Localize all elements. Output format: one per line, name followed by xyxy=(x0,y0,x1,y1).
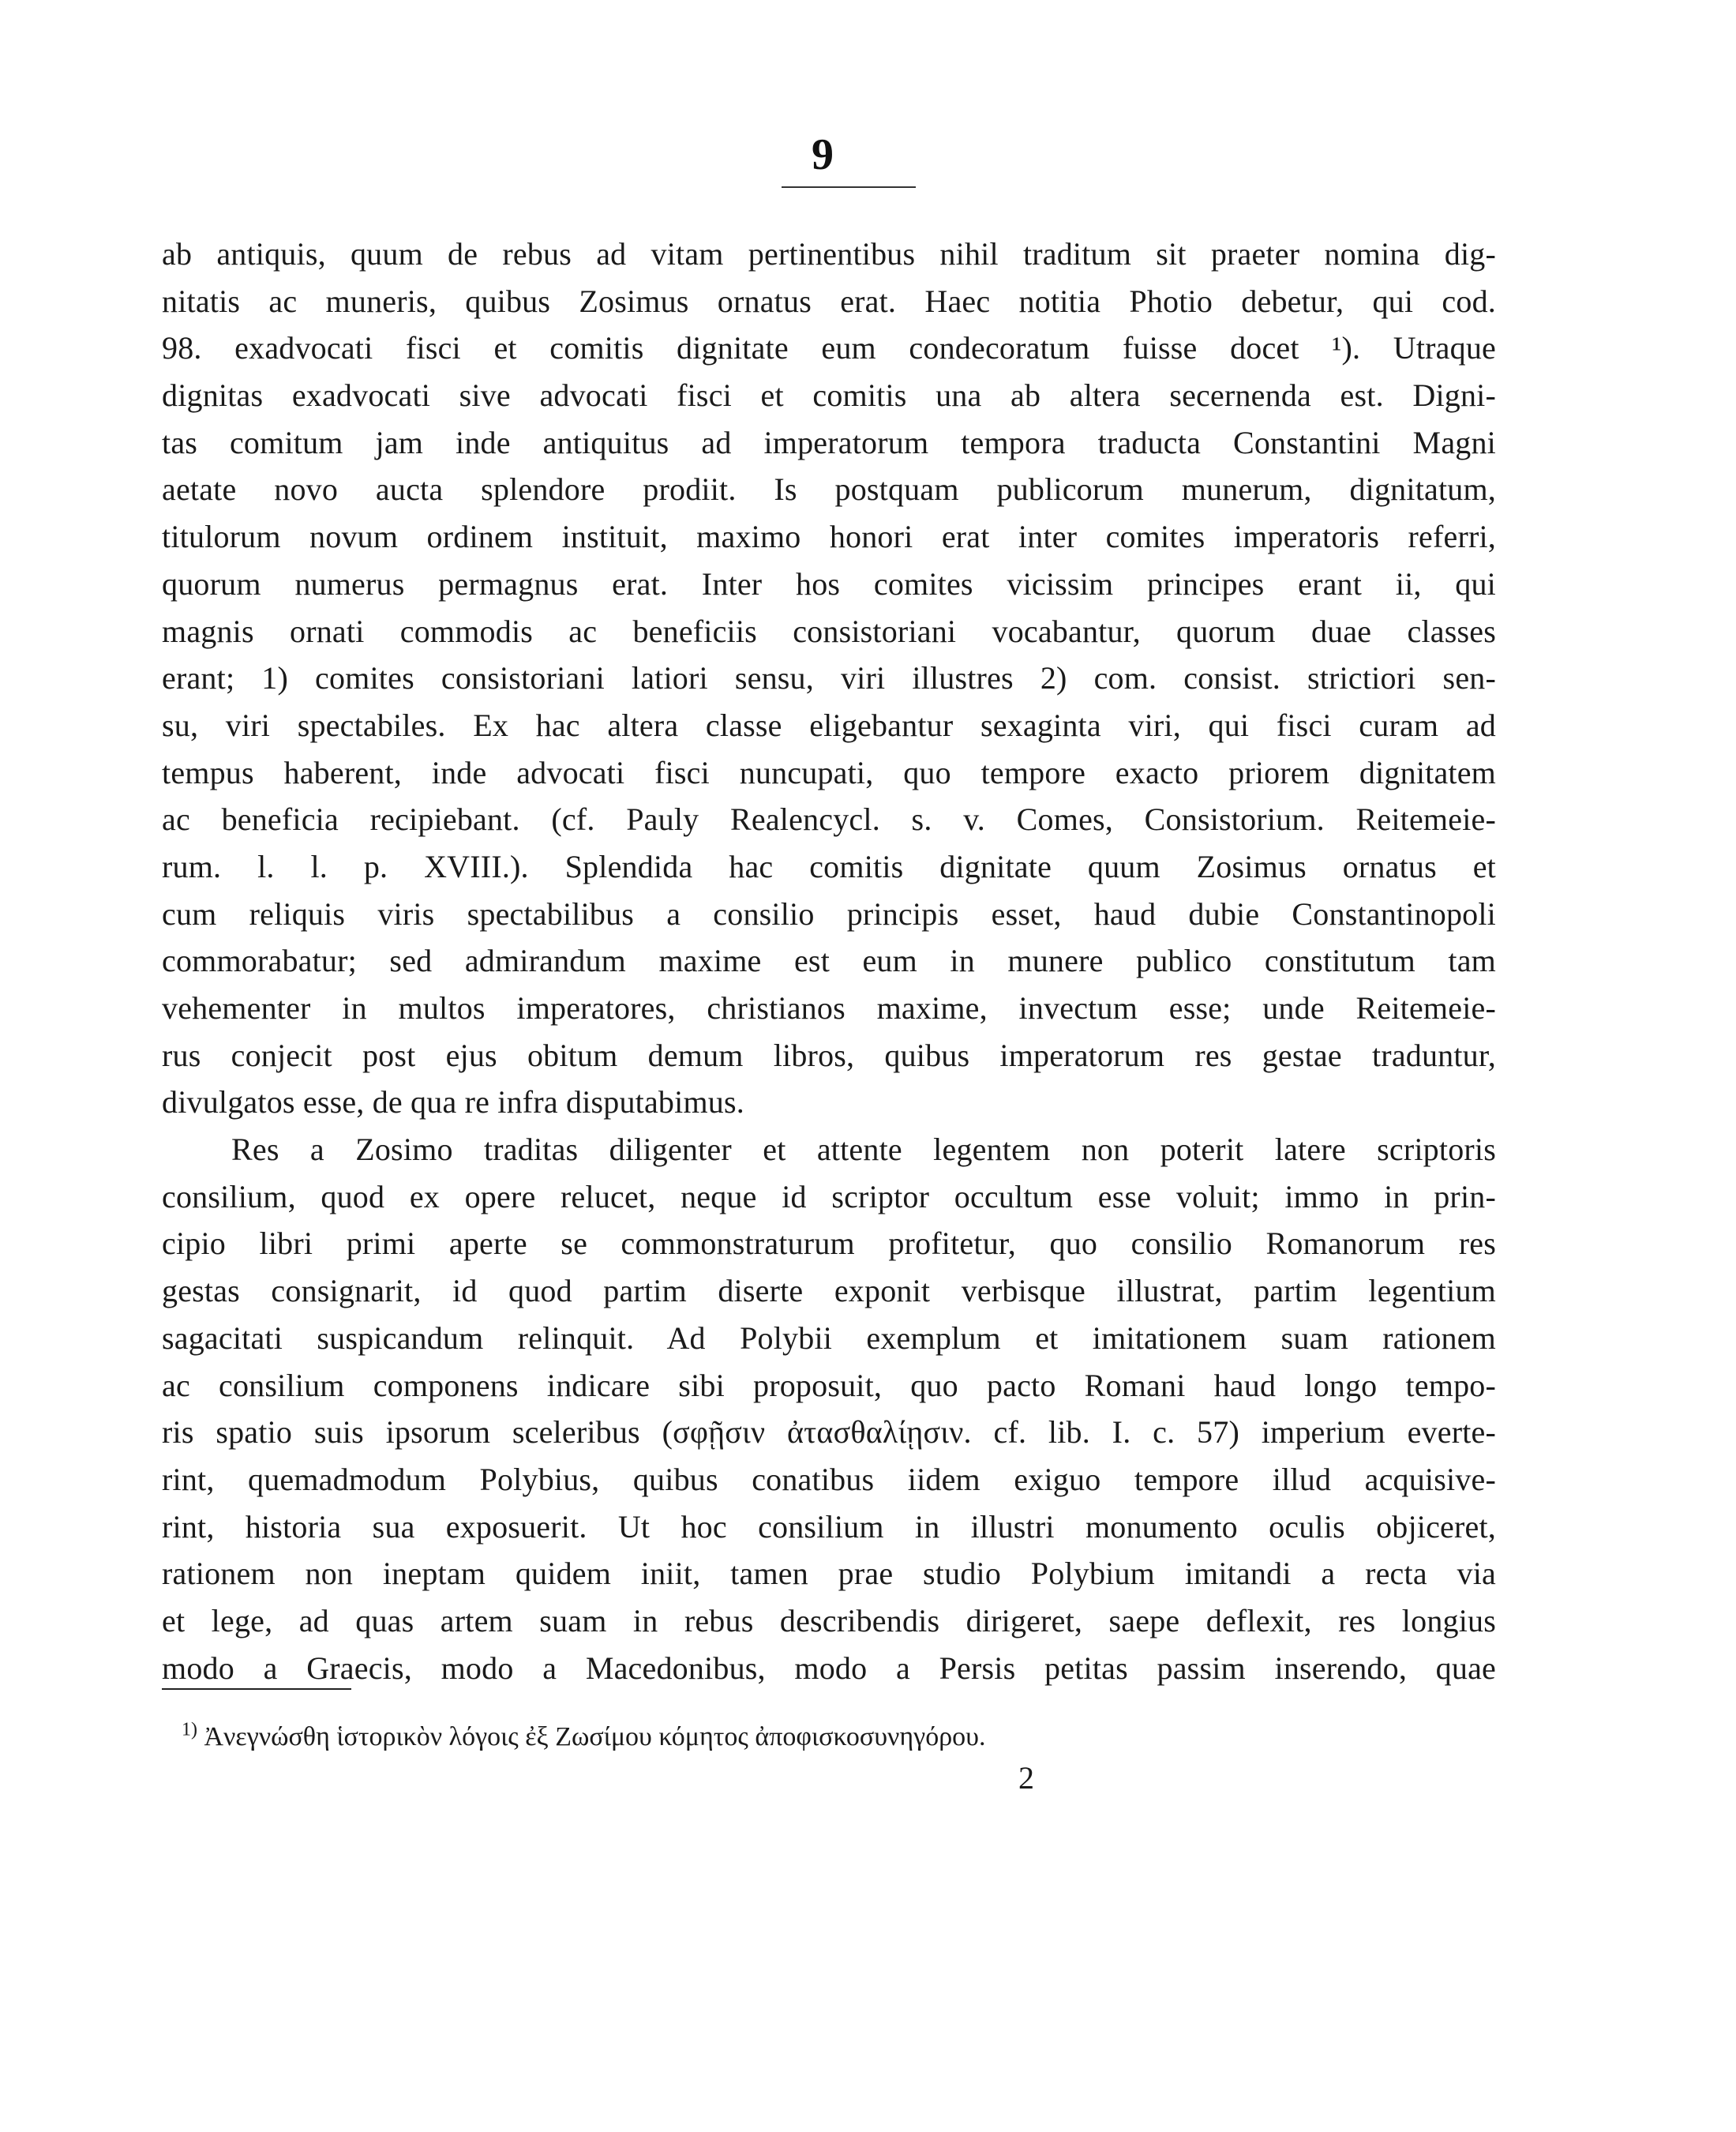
text-line: ris spatio suis ipsorum sceleribus (σφῇσιν ἀτασθαλίῃσιν. cf. lib. I. c. 57) imperium everte- xyxy=(162,1414,1496,1451)
text-line: titulorum novum ordinem instituit, maximo honori erat inter comites imperatoris referri, xyxy=(162,519,1496,555)
text-line: dignitas exadvocati sive advocati fisci et comitis una ab altera secernenda est. Digni- xyxy=(162,377,1496,414)
body-text xyxy=(162,231,1496,1691)
text-line: rationem non ineptam quidem iniit, tamen prae studio Polybium imitandi a recta via xyxy=(162,1556,1496,1592)
footnote-text: Ἀνεγνώσθη ἱστορικὸν λόγοις ἐξ Ζωσίμου κόμητος ἀποφισκοσυνηγόρου. xyxy=(204,1722,986,1751)
text-line: cum reliquis viris spectabilibus a consilio principis esset, haud dubie Constantinopoli xyxy=(162,895,1496,932)
text-line: cipio libri primi aperte se commonstraturum profitetur, quo consilio Romanorum res xyxy=(162,1226,1496,1262)
signature-mark: 2 xyxy=(1018,1760,1034,1796)
text-line: rus conjecit post ejus obitum demum libros, quibus imperatorum res gestae traduntur, xyxy=(162,1037,1496,1073)
text-line: su, viri spectabiles. Ex hac altera classe eligebantur sexaginta viri, qui fisci curam ad xyxy=(162,707,1496,743)
text-line: rum. l. l. p. XVIII.). Splendida hac comitis dignitate quum Zosimus ornatus et xyxy=(162,848,1496,884)
text-line: nitatis ac muneris, quibus Zosimus ornatus erat. Haec notitia Photio debetur, qui cod. xyxy=(162,283,1496,319)
text-line: erant; 1) comites consistoriani latiori sensu, viri illustres 2) com. consist. strictiori sen- xyxy=(162,660,1496,696)
text-line: sagacitati suspicandum relinquit. Ad Polybii exemplum et imitationem suam rationem xyxy=(162,1319,1496,1356)
text-line: vehementer in multos imperatores, christianos maxime, invectum esse; unde Reitemeie- xyxy=(162,990,1496,1026)
page-number: 9 xyxy=(812,130,834,179)
text-line: modo a Graecis, modo a Macedonibus, modo a Persis petitas passim inserendo, quae xyxy=(162,1650,1496,1686)
text-line: 98. exadvocati fisci et comitis dignitate eum condecoratum fuisse docet ¹). Utraque xyxy=(162,330,1496,366)
text-line: aetate novo aucta splendore prodiit. Is postquam publicorum munerum, dignitatum, xyxy=(162,471,1496,508)
text-line: quorum numerus permagnus erat. Inter hos comites vicissim principes erant ii, qui xyxy=(162,565,1496,602)
text-line: magnis ornati commodis ac beneficiis consistoriani vocabantur, quorum duae classes xyxy=(162,613,1496,649)
text-line: ab antiquis, quum de rebus ad vitam pertinentibus nihil traditum sit praeter nomina dig- xyxy=(162,236,1496,272)
text-line: gestas consignarit, id quod partim diserte exponit verbisque illustrat, partim legentium xyxy=(162,1273,1496,1309)
header-rule xyxy=(782,186,916,188)
paragraph-end-line: divulgatos esse, de qua re infra disputabimus. xyxy=(162,1084,744,1120)
text-line: rint, quemadmodum Polybius, quibus conatibus iidem exiguo tempore illud acquisive- xyxy=(162,1461,1496,1497)
footnote xyxy=(182,1720,986,1755)
text-line: commorabatur; sed admirandum maxime est eum in munere publico constitutum tam xyxy=(162,943,1496,979)
text-line: tas comitum jam inde antiquitus ad imperatorum tempora traducta Constantini Magni xyxy=(162,424,1496,460)
text-line: rint, historia sua exposuerit. Ut hoc consilium in illustri monumento oculis objiceret, xyxy=(162,1508,1496,1545)
paragraph-start-line: Res a Zosimo traditas diligenter et attente legentem non poterit latere scriptoris xyxy=(231,1132,1496,1168)
text-line: consilium, quod ex opere relucet, neque id scriptor occultum esse voluit; immo in prin- xyxy=(162,1178,1496,1214)
text-line: et lege, ad quas artem suam in rebus describendis dirigeret, saepe deflexit, res longius xyxy=(162,1602,1496,1638)
footnote-rule xyxy=(162,1688,351,1690)
text-line: ac consilium componens indicare sibi proposuit, quo pacto Romani haud longo tempo- xyxy=(162,1367,1496,1403)
footnote-marker: 1) xyxy=(182,1719,197,1740)
text-line: ac beneficia recipiebant. (cf. Pauly Realencycl. s. v. Comes, Consistorium. Reitemeie- xyxy=(162,801,1496,838)
text-line: tempus haberent, inde advocati fisci nuncupati, quo tempore exacto priorem dignitatem xyxy=(162,754,1496,790)
